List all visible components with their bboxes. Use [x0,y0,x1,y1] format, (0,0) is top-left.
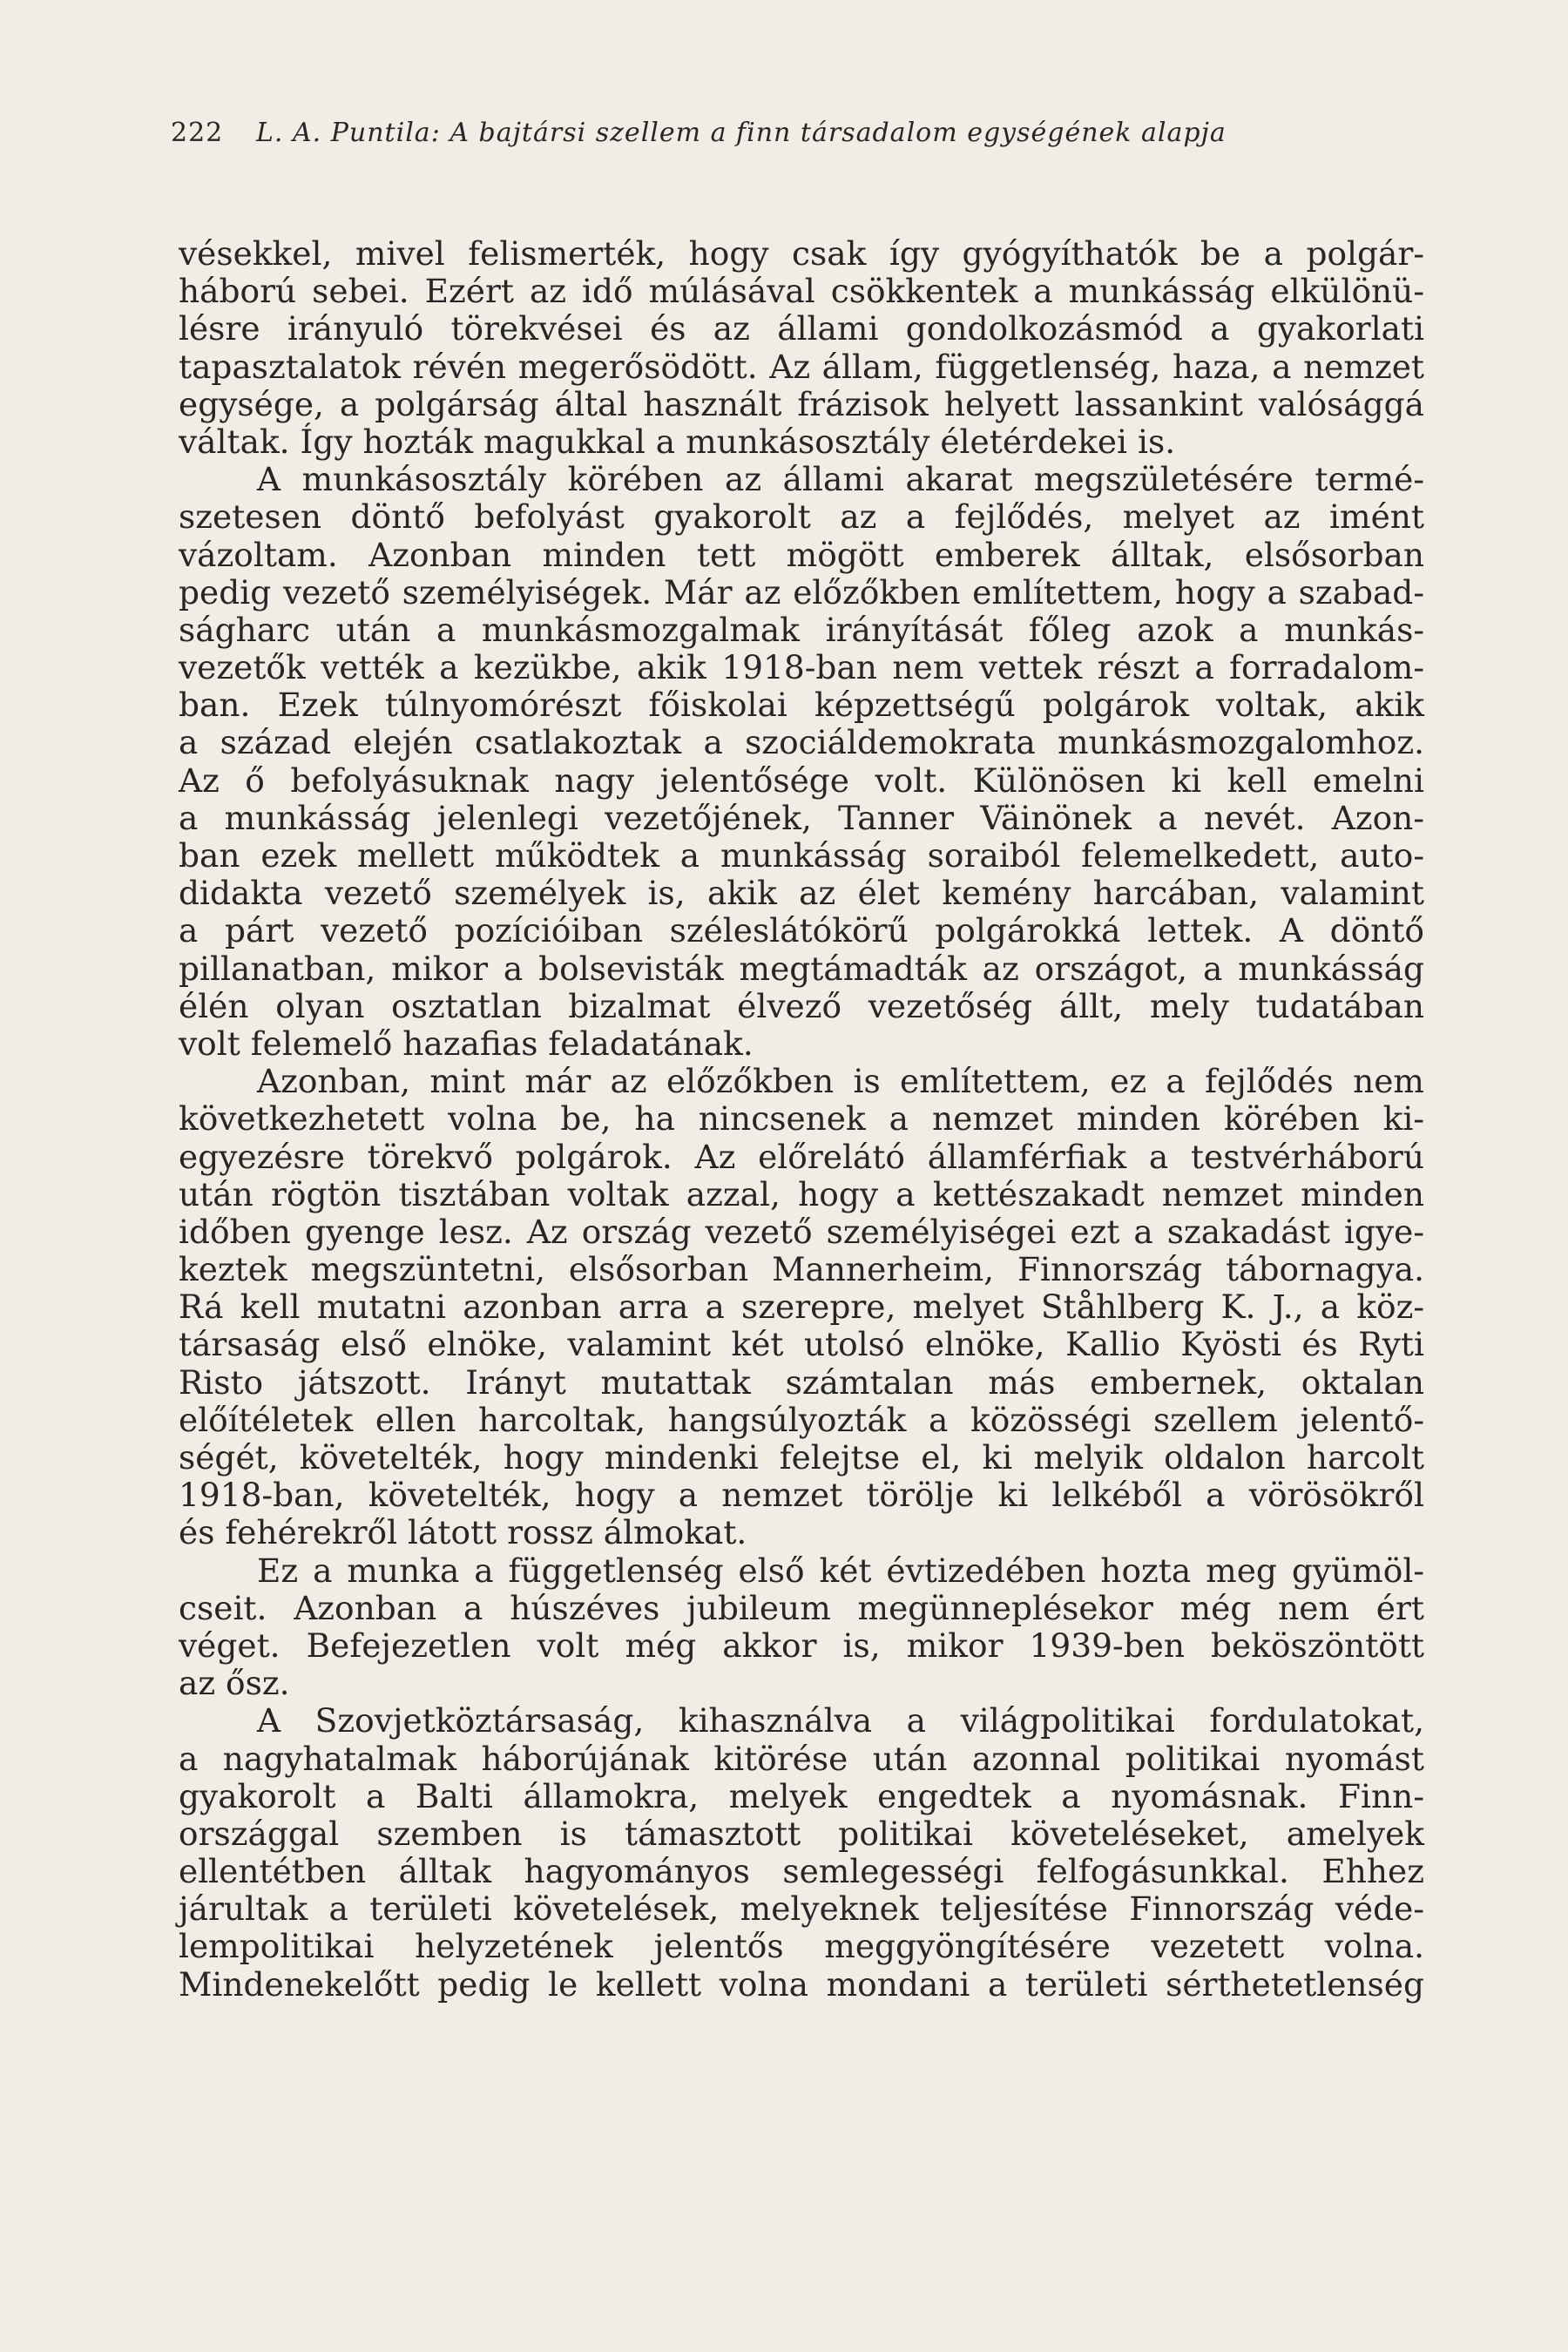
text-line: egysége, a polgárság által használt frázisok helyett lassankint valósággá [179,384,1424,423]
text-line: után rögtön tisztában voltak azzal, hogy a kettészakadt nemzet minden [179,1174,1424,1213]
text-line: országgal szemben is támasztott politikai követeléseket, amelyek [179,1814,1424,1853]
paragraph-start-line: A Szovjetköztársaság, kihasználva a világpolitikai fordulatokat, [257,1701,1424,1740]
text-line: vésekkel, mivel felismerték, hogy csak így gyógyíthatók be a polgár- [179,234,1424,273]
text-line: lempolitikai helyzetének jelentős meggyöngítésére vezetett volna. [179,1927,1424,1966]
text-line: keztek megszüntetni, elsősorban Mannerheim, Finnország tábornagya. [179,1250,1424,1289]
text-line: egyezésre törekvő polgárok. Az előrelátó államférfiak a testvérháború [179,1137,1424,1176]
text-line: társaság első elnöke, valamint két utolsó elnöke, Kallio Kyösti és Ryti [179,1325,1424,1364]
text-line: lésre irányuló törekvései és az állami gondolkozásmód a gyakorlati [179,309,1424,348]
page-number: 222 [171,118,224,148]
text-line: a század elején csatlakoztak a szociáldemokrata munkásmozgalomhoz. [179,723,1424,762]
text-line: vázoltam. Azonban minden tett mögött emberek álltak, elsősorban [179,535,1424,574]
text-line: következhetett volna be, ha nincsenek a nemzet minden körében ki- [179,1099,1424,1139]
text-line: Mindenekelőtt pedig le kellett volna mondani a területi sérthetetlenség [179,1964,1424,2004]
text-line: a nagyhatalmak háborújának kitörése után azonnal politikai nyomást [179,1739,1424,1778]
text-line: váltak. Így hozták magukkal a munkásosztály életérdekei is. [179,422,1176,461]
text-line: háború sebei. Ezért az idő múlásával csökkentek a munkásság elkülönü- [179,272,1424,311]
body-text [179,235,1424,2004]
text-line: véget. Befejezetlen volt még akkor is, mikor 1939-ben beköszöntött [179,1625,1424,1665]
text-line: volt felemelő hazafias feladatának. [179,1024,754,1063]
text-line: vezetők vették a kezükbe, akik 1918-ban nem vettek részt a forradalom- [179,648,1424,687]
text-line: pillanatban, mikor a bolsevisták megtámadták az országot, a munkásság [179,949,1424,988]
text-line: Rá kell mutatni azonban arra a szerepre, melyet Ståhlberg K. J., a köz- [179,1288,1424,1327]
text-line: 1918-ban, követelték, hogy a nemzet törölje ki lelkéből a vörösökről [179,1476,1424,1515]
text-line: élén olyan osztatlan bizalmat élvező vezetőség állt, mely tudatában [179,986,1424,1025]
text-line: a munkásság jelenlegi vezetőjének, Tanner Väinönek a nevét. Azon- [179,798,1424,837]
paragraph-start-line: Ez a munka a függetlenség első két évtizedében hozta meg gyümöl- [257,1551,1424,1590]
text-line: ellentétben álltak hagyományos semlegességi felfogásunkkal. Ehhez [179,1852,1424,1891]
text-line: a párt vezető pozícióiban széleslátókörű polgárokká lettek. A döntő [179,911,1424,950]
text-line: ban. Ezek túlnyomórészt főiskolai képzettségű polgárok voltak, akik [179,686,1424,725]
text-line: szetesen döntő befolyást gyakorolt az a fejlődés, melyet az imént [179,497,1424,537]
text-line: Risto játszott. Irányt mutattak számtalan más embernek, oktalan [179,1362,1424,1402]
paragraph-start-line: Azonban, mint már az előzőkben is említettem, ez a fejlődés nem [257,1062,1424,1101]
text-line: ságharc után a munkásmozgalmak irányítását főleg azok a munkás- [179,610,1424,649]
text-line: ségét, követelték, hogy mindenki felejtse el, ki melyik oldalon harcolt [179,1438,1424,1477]
text-line: előítéletek ellen harcoltak, hangsúlyozták a közösségi szellem jelentő- [179,1400,1424,1439]
text-line: járultak a területi követelések, melyeknek teljesítése Finnország véde- [179,1889,1424,1929]
running-title: L. A. Puntila: A bajtársi szellem a finn társadalom egységének alapja [256,118,1227,148]
text-line: és fehérekről látott rossz álmokat. [179,1513,747,1552]
text-line: tapasztalatok révén megerősödött. Az állam, függetlenség, haza, a nemzet [179,347,1424,386]
text-line: Az ő befolyásuknak nagy jelentősége volt. Különösen ki kell emelni [179,760,1424,800]
text-line: didakta vezető személyek is, akik az élet kemény harcában, valamint [179,874,1424,913]
running-header [171,112,1425,155]
text-line: az ősz. [179,1664,290,1703]
text-line: ban ezek mellett működtek a munkásság soraiból felemelkedett, auto- [179,836,1424,875]
text-line: gyakorolt a Balti államokra, melyek engedtek a nyomásnak. Finn- [179,1776,1424,1815]
paragraph-start-line: A munkásosztály körében az állami akarat megszületésére termé- [257,460,1424,499]
text-line: időben gyenge lesz. Az ország vezető személyiségei ezt a szakadást igye- [179,1212,1424,1251]
text-line: pedig vezető személyiségek. Már az előzőkben említettem, hogy a szabad- [179,572,1424,612]
text-line: cseit. Azonban a húszéves jubileum megünneplésekor még nem ért [179,1588,1424,1627]
